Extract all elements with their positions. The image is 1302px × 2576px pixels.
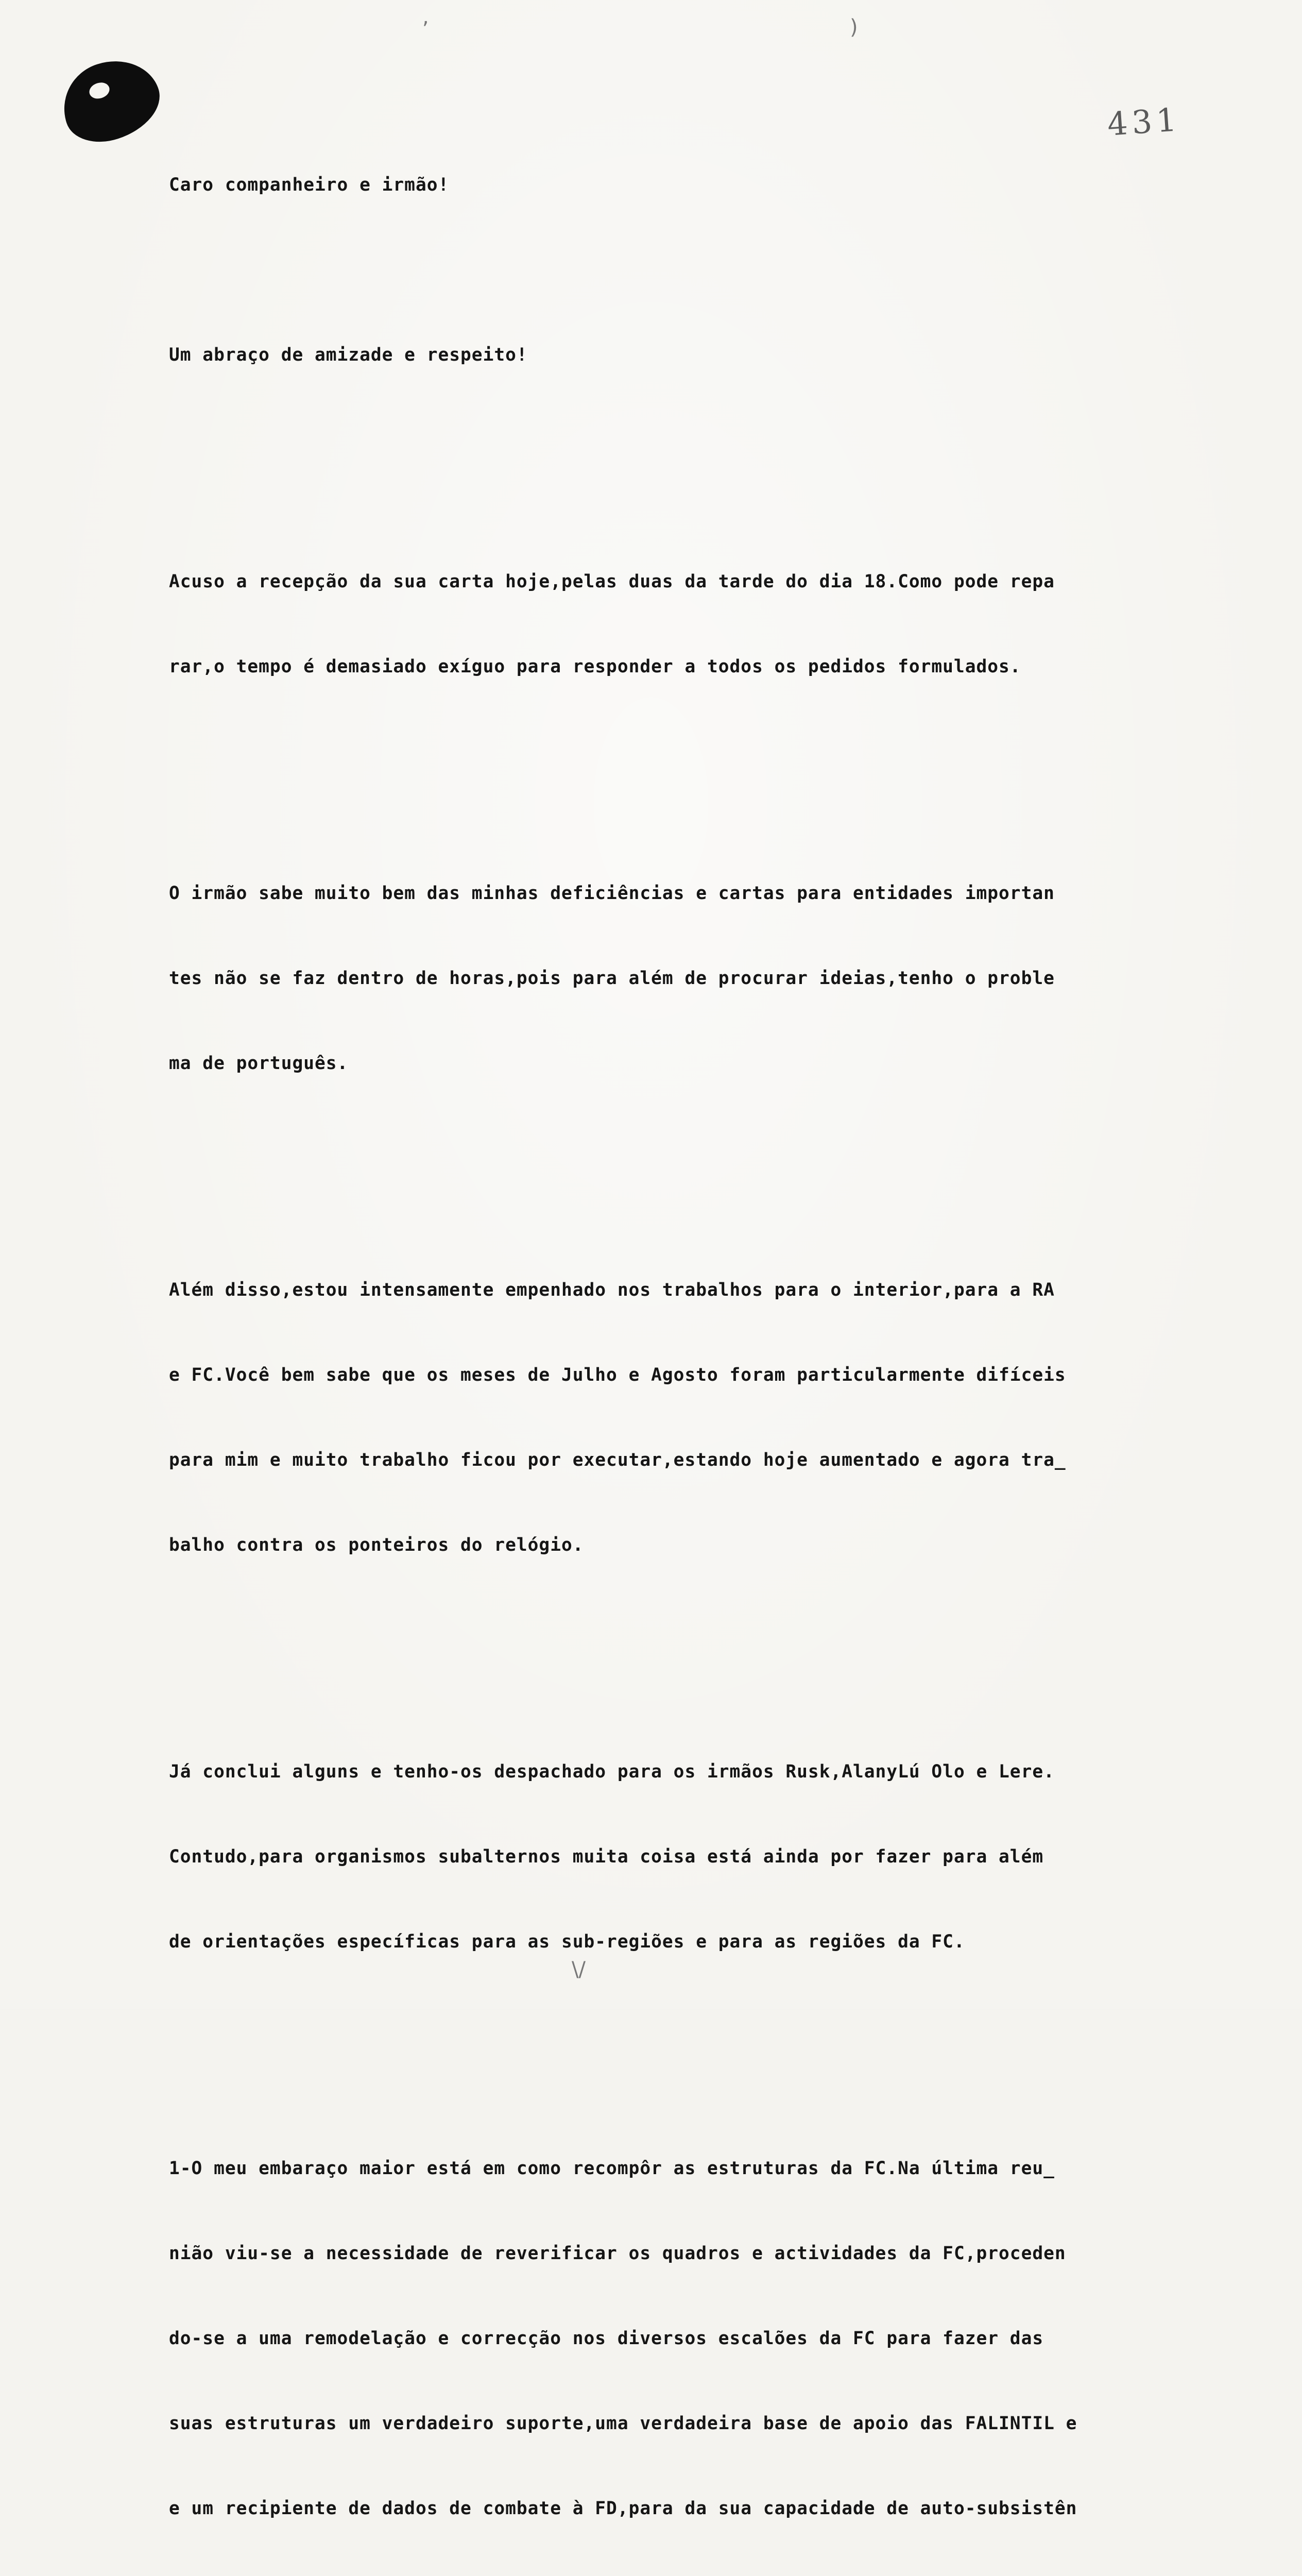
paragraph-line: do-se a uma remodelação e correcção nos diversos escalões da FC para fazer das xyxy=(169,2328,1044,2349)
paragraph-line: 1-O meu embaraço maior está em como recompôr as estruturas da FC.Na última reu_ xyxy=(169,2158,1055,2179)
paragraph-line: rar,o tempo é demasiado exíguo para responder a todos os pedidos formulados. xyxy=(169,656,1021,677)
paragraph-line: e FC.Você bem sabe que os meses de Julho e Agosto foram particularmente difíceis xyxy=(169,1365,1066,1385)
paragraph-line: O irmão sabe muito bem das minhas deficiências e cartas para entidades importan xyxy=(169,883,1055,904)
paragraph-line: suas estruturas um verdadeiro suporte,uma verdadeira base de apoio das FALINTIL e xyxy=(169,2413,1077,2434)
salutation: Caro companheiro e irmão! xyxy=(169,175,450,195)
paragraph-line: nião viu-se a necessidade de reverificar os quadros e actividades da FC,proceden xyxy=(169,2243,1066,2264)
scan-mark: ) xyxy=(850,15,858,39)
paragraph-line: tes não se faz dentro de horas,pois para além de procurar ideias,tenho o proble xyxy=(169,968,1055,989)
paragraph-line: balho contra os ponteiros do relógio. xyxy=(169,1535,584,1555)
paragraph-line: Contudo,para organismos subalternos muita coisa está ainda por fazer para além xyxy=(169,1846,1044,1867)
greeting: Um abraço de amizade e respeito! xyxy=(169,345,528,365)
paragraph-line: para mim e muito trabalho ficou por executar,estando hoje aumentado e agora tra_ xyxy=(169,1450,1066,1470)
scan-mark: , xyxy=(422,5,429,29)
punch-hole-mark xyxy=(52,48,169,152)
scan-mark: \/ xyxy=(572,1958,586,1981)
paragraph-line: e um recipiente de dados de combate à FD,para da sua capacidade de auto-subsistên xyxy=(169,2498,1077,2519)
paragraph-line: Além disso,estou intensamente empenhado nos trabalhos para o interior,para a RA xyxy=(169,1280,1055,1300)
paragraph-line: ma de português. xyxy=(169,1053,349,1074)
page-number: 431 xyxy=(1106,100,1182,143)
paragraph-line: Acuso a recepção da sua carta hoje,pelas duas da tarde do dia 18.Como pode repa xyxy=(169,571,1055,592)
paragraph-line: de orientações específicas para as sub-regiões e para as regiões da FC. xyxy=(169,1931,965,1952)
letter-body xyxy=(169,114,1240,2576)
paragraph-line: Já conclui alguns e tenho-os despachado para os irmãos Rusk,AlanyLú Olo e Lere. xyxy=(169,1761,1055,1782)
